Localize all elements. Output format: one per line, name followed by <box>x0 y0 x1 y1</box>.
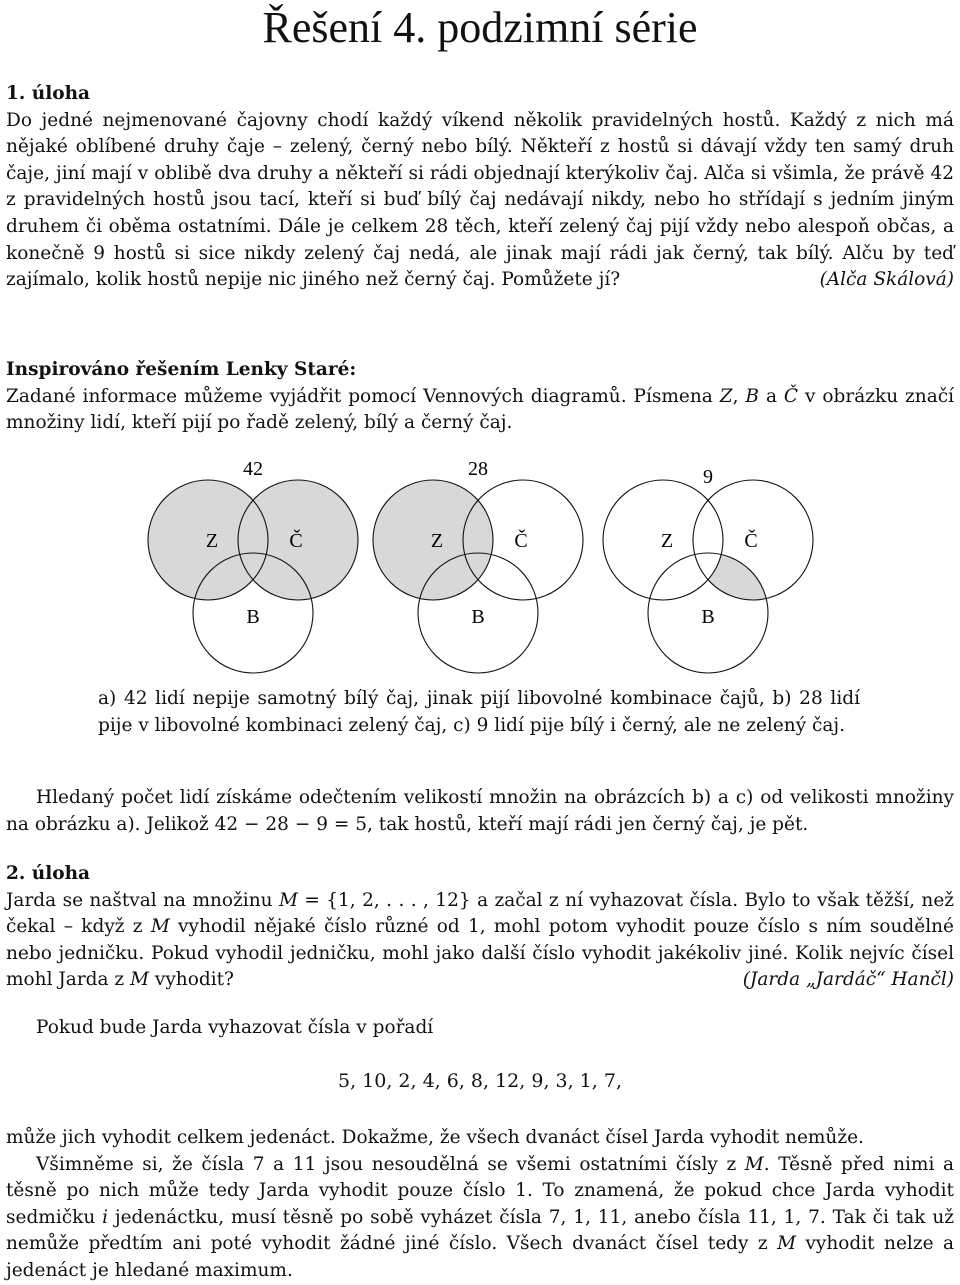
solution2-p2 <box>6 1152 954 1285</box>
label-z: Z <box>205 530 219 552</box>
label-z: Z <box>660 530 674 552</box>
task2-block <box>6 861 954 994</box>
solution2-block <box>6 1125 954 1285</box>
venn-diagram-b <box>373 458 583 673</box>
label-c: Č <box>289 530 303 552</box>
label-c: Č <box>514 530 528 552</box>
set-definition: = {1, 2, . . . , 12} <box>297 889 471 911</box>
set-m: M <box>278 889 298 911</box>
task2-author: (Jarda „Jardáč“ Hančl) <box>742 969 954 991</box>
p2-text-b: . Těsně před nimi a těsně po nich může tedy Jarda vyhodit pouze číslo 1. To znamená, že pokud chce Jarda vyhodit sedmičku <box>6 1153 954 1228</box>
set-m: M <box>130 969 150 991</box>
label-b: B <box>246 606 260 628</box>
set-m: M <box>150 916 170 938</box>
intro-text: Zadané informace můžeme vyjádřit pomocí Vennových diagramů. Písmena <box>6 385 720 407</box>
task2-statement <box>6 888 954 994</box>
solution1-intro <box>6 384 954 437</box>
p2-text-d: vyhodit nelze a jedenáct je hledané maximum. <box>6 1233 954 1281</box>
label-c: Č <box>744 530 758 552</box>
intro-text-end: v obrázku značí množiny lidí, kteří pijí po řadě zelený, bílý a černý čaj. <box>6 385 954 434</box>
comma: , <box>732 385 746 407</box>
task1-block <box>6 81 954 294</box>
task1-statement <box>6 108 954 294</box>
set-m: M <box>744 1153 764 1175</box>
diagram-b-number: 28 <box>468 458 488 480</box>
venn-diagram-c <box>603 466 813 673</box>
set-c: Č <box>783 385 799 407</box>
solution2-p1: může jich vyhodit celkem jedenáct. Dokažme, že všech dvanáct čísel Jarda vyhodit nemůže. <box>6 1127 864 1148</box>
diagram-a-number: 42 <box>243 458 263 480</box>
venn-diagram-a <box>148 458 358 673</box>
task2-heading: 2. úloha <box>6 863 91 884</box>
task2-text-a: Jarda se naštval na množinu <box>6 889 279 911</box>
task2-text-d: vyhodit? <box>149 969 234 991</box>
page-title: Řešení 4. podzimní série <box>262 3 698 52</box>
task1-text: Do jedné nejmenované čajovny chodí každý víkend několik pravidelných hostů. Každý z nich má nějaké oblíbené druhy čaje – zelený, černý nebo bílý. Někteří z hostů si dávají vždy ten samý druh čaje, jiní mají v oblibě dva druhy a někteří si rádi objednají kterýkoliv čaj. Alča si všimla, že právě 42 z pravidelných hostů jsou tací, kteří si buď bílý čaj nedávají nikdy, nebo ho střídají s jedním jiným druhem či oběma ostatními. Dále je celkem 28 těch, kteří zelený čaj pijí vždy nebo alespoň občas, a konečně 9 hostů si sice nikdy zelený čaj nedá, ale jinak mají rádi jak černý, tak bílý. Alču by teď zajímalo, kolik hostů nepije nic jiného než černý čaj. Pomůžete jí? <box>6 109 954 291</box>
venn-diagrams <box>0 455 960 685</box>
solution1-block <box>6 357 954 437</box>
p2-text-a: Všimněme si, že čísla 7 a 11 jsou nesoudělná se všemi ostatními čísly z <box>36 1153 745 1175</box>
diagram-c-number: 9 <box>703 466 713 488</box>
set-z: Z <box>719 385 733 407</box>
task1-heading: 1. úloha <box>6 83 91 104</box>
and-word: a <box>759 385 784 407</box>
task2-text-c: vyhodil nějaké číslo různé od 1, mohl potom vyhodit pouze číslo s ním soudělné nebo jedničku. Pokud vyhodil jedničku, mohl jako další číslo vyhodit jakékoliv jiné. Kolik nejvíc čísel mohl Jarda z <box>6 916 954 991</box>
p2-text-c: jedenáctku, musí těsně po sobě vyházet čísla 7, 1, 11, anebo čísla 11, 1, 7. Tak či tak už nemůže předtím ani poté vyhodit žádné jiné číslo. Všech dvanáct čísel tedy z <box>6 1206 954 1255</box>
set-b: B <box>745 385 760 407</box>
solution1-conclusion: Hledaný počet lidí získáme odečtením velikostí množin na obrázcích b) a c) od velikosti množiny na obrázku a). Jelikož 42 − 28 − 9 = 5, tak hostů, kteří mají rádi jen černý čaj, je pět. <box>6 787 954 835</box>
removal-sequence: 5, 10, 2, 4, 6, 8, 12, 9, 3, 1, 7, <box>338 1070 622 1092</box>
label-b: B <box>701 606 715 628</box>
label-z: Z <box>430 530 444 552</box>
set-m: M <box>777 1233 797 1255</box>
task1-author: (Alča Skálová) <box>819 269 954 291</box>
venn-caption: a) 42 lidí nepije samotný bílý čaj, jinak pijí libovolné kombinace čajů, b) 28 lidí pije v libovolné kombinaci zelený čaj, c) 9 lidí pije bílý i černý, ale ne zelený čaj. <box>98 688 860 736</box>
solution2-intro: Pokud bude Jarda vyhazovat čísla v pořadí <box>36 1017 434 1038</box>
word-i: i <box>102 1206 109 1228</box>
solution1-heading: Inspirováno řešením Lenky Staré: <box>6 359 357 380</box>
task2-text-b: a začal z ní vyhazovat čísla. Bylo to však těžší, než čekal – když z <box>6 889 955 938</box>
label-b: B <box>471 606 485 628</box>
